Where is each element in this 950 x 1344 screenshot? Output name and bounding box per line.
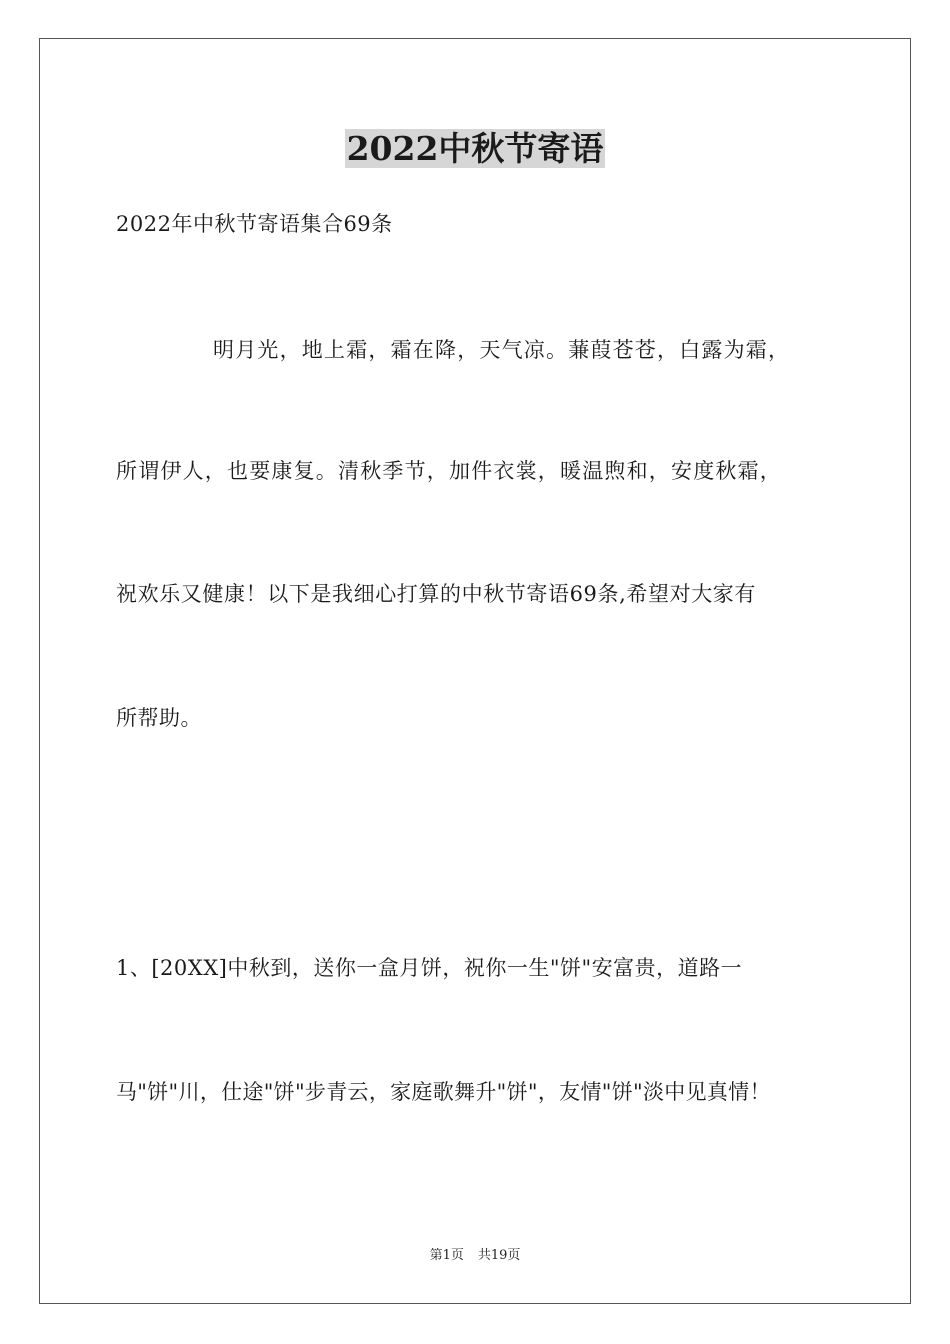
document-title <box>0 126 950 172</box>
paragraph-line: 所帮助。 <box>116 706 202 730</box>
paragraph-line: 明月光，地上霜，霜在降，天气凉。蒹葭苍苍，白露为霜， <box>213 338 791 362</box>
page-total: 共19页 <box>477 1248 521 1263</box>
page-number: 第1页 <box>429 1248 464 1263</box>
document-title-text: 2022中秋节寄语 <box>346 129 604 168</box>
paragraph-line: 祝欢乐又健康！以下是我细心打算的中秋节寄语69条,希望对大家有 <box>116 582 756 606</box>
document-subtitle: 2022年中秋节寄语集合69条 <box>116 212 393 236</box>
page-footer <box>0 1246 950 1266</box>
paragraph-line: 马"饼"川，仕途"饼"步青云，家庭歌舞升"饼"，友情"饼"淡中见真情！ <box>116 1080 771 1104</box>
paragraph-line: 1、[20XX]中秋到，送你一盒月饼，祝你一生"饼"安富贵，道路一 <box>116 956 743 980</box>
paragraph-line: 所谓伊人，也要康复。清秋季节，加件衣裳，暖温煦和，安度秋霜， <box>116 459 782 483</box>
